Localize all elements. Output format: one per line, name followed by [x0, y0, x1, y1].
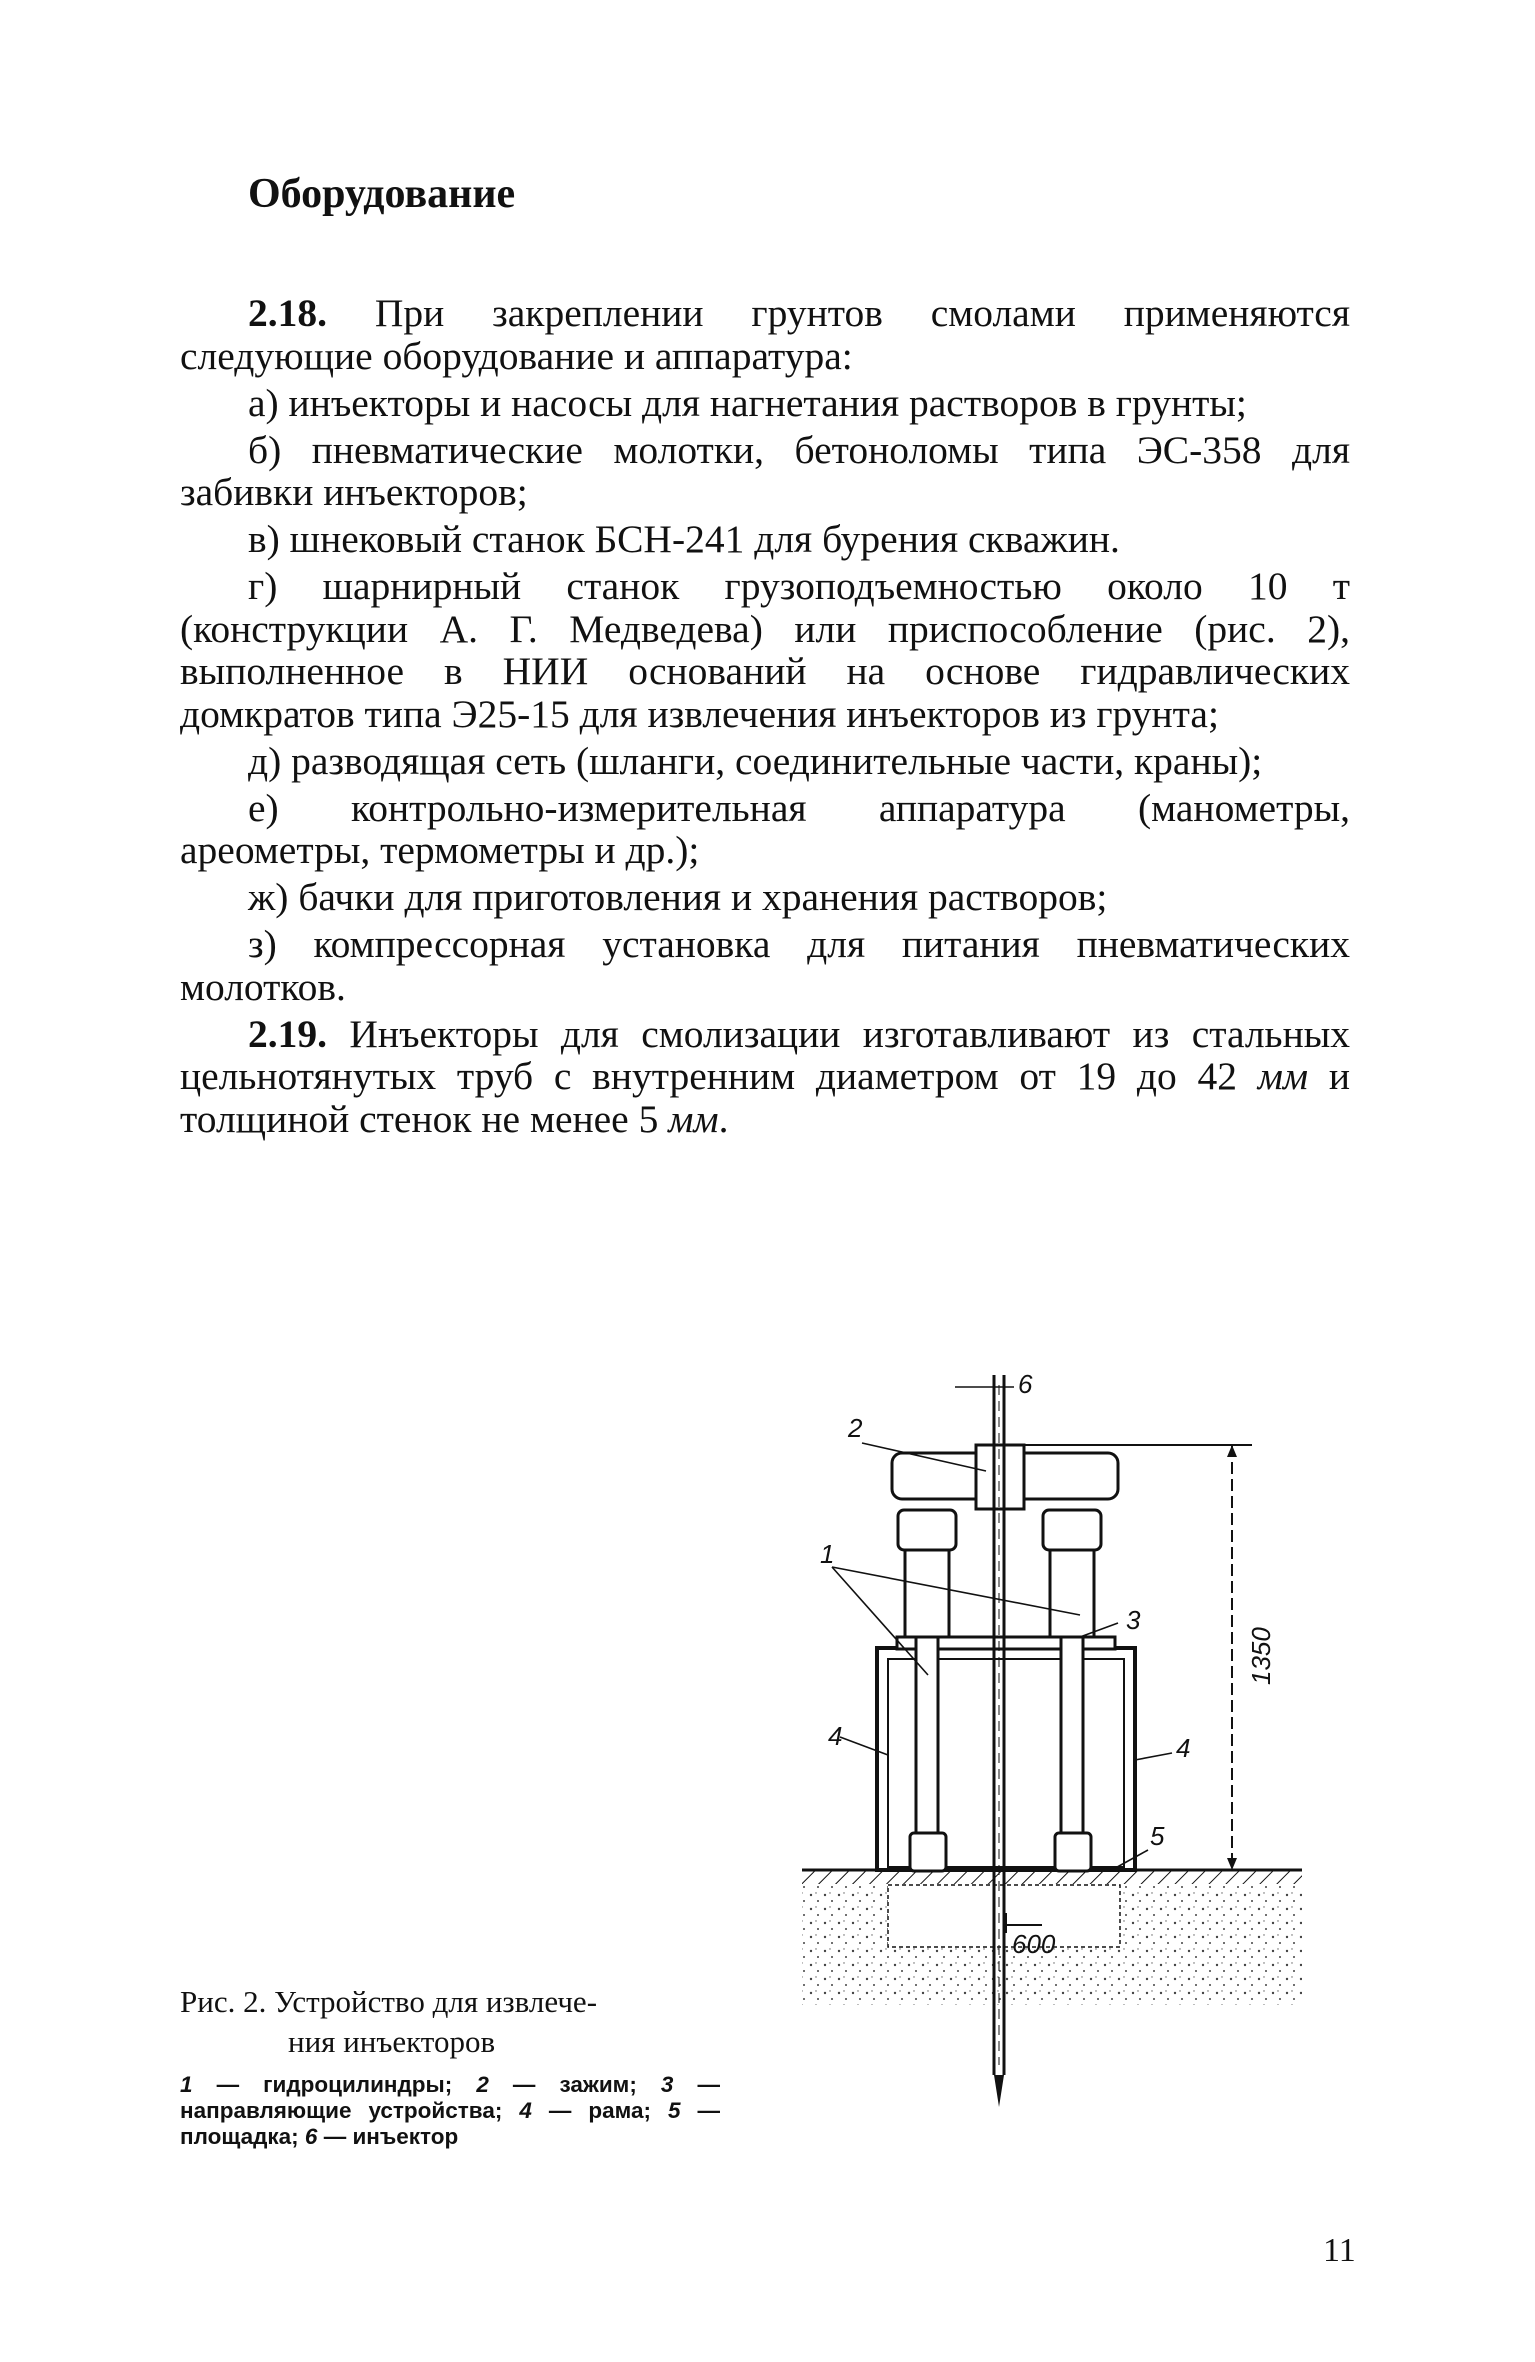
paragraph-number: 2.18. [248, 291, 327, 335]
dimension-height-label: 1350 [1246, 1627, 1276, 1685]
legend-text: — рама; [548, 2098, 651, 2123]
legend-num: 1 [180, 2072, 193, 2097]
label-3: 3 [1126, 1605, 1141, 1635]
list-item-e: е) контрольно-измерительная аппаратура (манометры, ареометры, термометры и др.); [180, 785, 1350, 872]
figure-drawing [780, 1345, 1340, 2135]
caption-legend [180, 2072, 720, 2150]
label-5: 5 [1150, 1821, 1165, 1851]
label-4-right: 4 [1176, 1733, 1191, 1763]
unit-mm: мм [668, 1096, 719, 1141]
legend-text: — направляющие устройства; [180, 2072, 720, 2123]
legend-num: 4 [519, 2098, 532, 2123]
legend-num: 2 [476, 2072, 489, 2097]
legend-text: — площадка; [180, 2098, 720, 2149]
figure-injector-extractor [780, 1345, 1340, 2135]
label-2: 2 [848, 1413, 863, 1443]
injector-rod [994, 1375, 1004, 2107]
legend-num: 5 [667, 2098, 681, 2123]
paragraph-2-18 [180, 292, 1350, 377]
caption-title-line: Рис. 2. Устройство для извлече- [180, 1984, 598, 2019]
caption-title [180, 1982, 720, 2062]
unit-mm: мм [1257, 1054, 1309, 1098]
legend-num: 3 [660, 2072, 674, 2097]
caption-title-line: ния инъекторов [288, 2024, 496, 2059]
body-text [180, 292, 1350, 1145]
paragraph-2-19 [180, 1013, 1350, 1141]
legend-num: 6 [304, 2124, 318, 2149]
legend-text: — инъектор [323, 2124, 459, 2149]
figure-caption [180, 1982, 720, 2150]
paragraph-intro: При закреплении грунтов смолами применяются следующие оборудование и аппаратура: [180, 291, 1350, 378]
list-item-a: а) инъекторы и насосы для нагнетания растворов в грунты; [248, 380, 1247, 425]
paragraph-number: 2.19. [248, 1011, 327, 1056]
list-item-zh: ж) бачки для приготовления и хранения растворов; [248, 875, 1108, 919]
clamp [976, 1445, 1024, 1509]
label-1: 1 [820, 1539, 835, 1569]
legend-text: — гидроцилиндры; [216, 2072, 453, 2097]
list-item-b: б) пневматические молотки, бетоноломы типа ЭС-358 для забивки инъекторов; [180, 427, 1350, 514]
paragraph-end: . [718, 1096, 729, 1141]
list-item-v: в) шнековый станок БСН-241 для бурения скважин. [248, 517, 1120, 561]
list-item-z: з) компрессорная установка для питания пневматических молотков. [180, 922, 1350, 1009]
page-number: 11 [1323, 2232, 1356, 2269]
list-item-g: г) шарнирный станок грузоподъемностью около 10 т (конструкции А. Г. Медведева) или приспособление (рис. 2), выполненное в НИИ оснований на основе гидравлических домкратов типа Э25-15 для извлечения инъекторов из грунта; [180, 564, 1350, 736]
paragraph-text: и толщиной стенок не менее 5 [180, 1054, 1351, 1141]
label-6: 6 [1018, 1369, 1033, 1399]
list-item-d: д) разводящая сеть (шланги, соединительные части, краны); [248, 738, 1263, 783]
dimension-width-label: 600 [1012, 1929, 1056, 1959]
paragraph-text: Инъекторы для смолизации изготавливают из стальных цельнотянутых труб с внутренним диаметром от 19 до 42 [180, 1011, 1351, 1098]
legend-text: — зажим; [512, 2072, 637, 2097]
label-4-left: 4 [828, 1721, 843, 1751]
section-heading: Оборудование [248, 171, 516, 217]
